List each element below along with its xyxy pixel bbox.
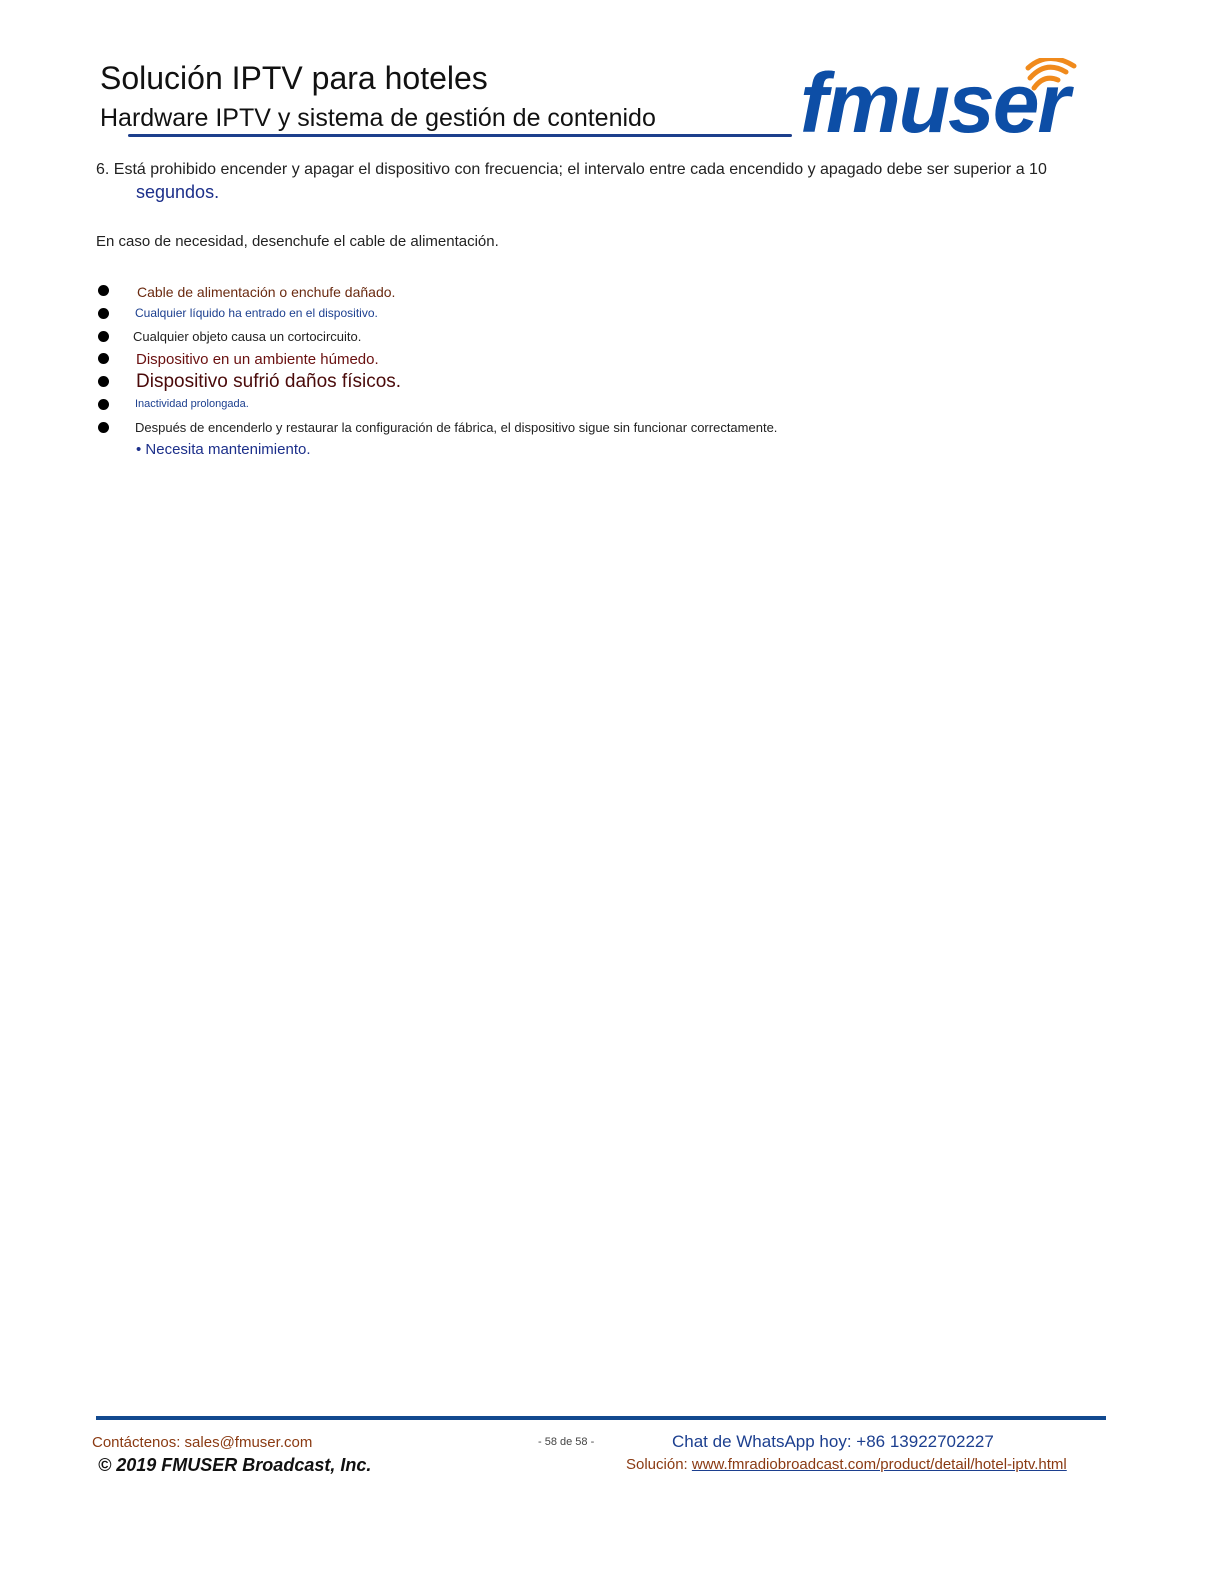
footer-whatsapp: Chat de WhatsApp hoy: +86 13922702227 (672, 1432, 994, 1451)
bullet-marker (98, 308, 109, 319)
bullet-marker (98, 285, 109, 296)
page-title: Solución IPTV para hoteles (100, 60, 488, 96)
footer-solution-label: Solución: (626, 1456, 692, 1473)
page-number: - 58 de 58 - (538, 1436, 595, 1448)
bullet-item: Dispositivo en un ambiente húmedo. (136, 351, 379, 368)
bullet-marker (98, 422, 109, 433)
page-subtitle: Hardware IPTV y sistema de gestión de contenido (100, 104, 656, 132)
fmuser-logo (800, 58, 1100, 148)
bullet-item: Dispositivo sufrió daños físicos. (136, 371, 402, 392)
footer-divider (96, 1416, 1106, 1420)
bullet-item: Cualquier objeto causa un cortocircuito. (133, 329, 362, 344)
bullet-item: Inactividad prolongada. (135, 398, 249, 410)
signal-waves-icon (1020, 58, 1080, 98)
footer-copyright: © 2019 FMUSER Broadcast, Inc. (98, 1455, 372, 1475)
footer-solution-link[interactable]: www.fmradiobroadcast.com/product/detail/hotel-iptv.html (691, 1456, 1067, 1473)
footer-solution (626, 1456, 1067, 1473)
header-divider (128, 134, 792, 137)
numbered-item-6: 6. Está prohibido encender y apagar el dispositivo con frecuencia; el intervalo entre cada encendido y apagado debe ser superior a 10 (96, 161, 1047, 178)
bullet-marker (98, 331, 109, 342)
unplug-note: En caso de necesidad, desenchufe el cable de alimentación. (96, 233, 499, 250)
bullet-marker (98, 399, 109, 410)
bullet-marker (98, 376, 109, 387)
bullet-item: Cable de alimentación o enchufe dañado. (137, 284, 396, 300)
bullet-item: Cualquier líquido ha entrado en el dispositivo. (135, 306, 378, 320)
sub-item-maintenance: • Necesita mantenimiento. (136, 441, 311, 458)
logo-wordmark: fmuser (800, 56, 1069, 150)
bullet-marker (98, 353, 109, 364)
bullet-item: Después de encenderlo y restaurar la configuración de fábrica, el dispositivo sigue sin funcionar correctamente. (135, 420, 778, 435)
numbered-item-6-continuation: segundos. (136, 182, 220, 202)
footer-contact: Contáctenos: sales@fmuser.com (92, 1434, 313, 1451)
